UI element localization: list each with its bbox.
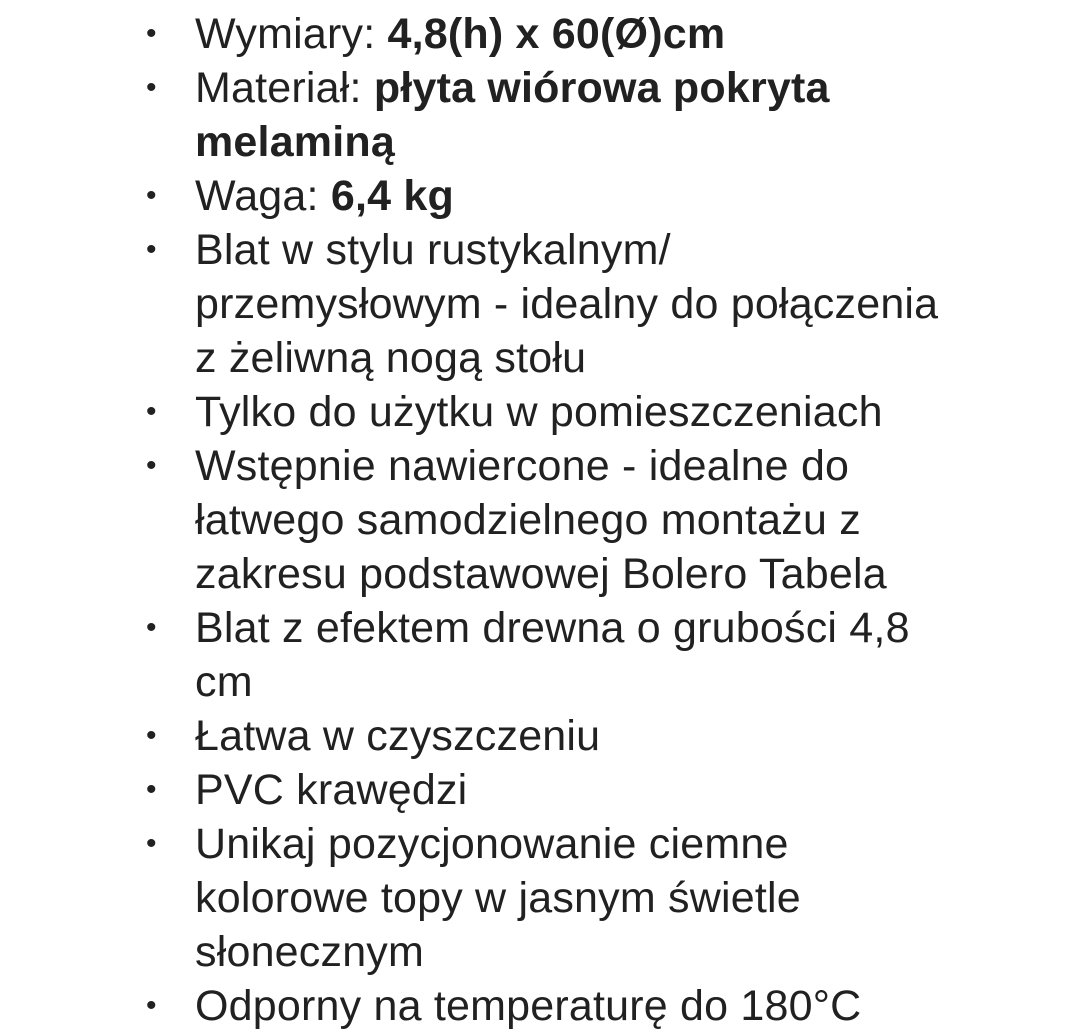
spec-label: Materiał: [195,64,374,112]
spec-item-heat-resistance [0,979,1080,1033]
spec-item-pvc-edge [0,763,1080,817]
spec-list [0,7,1080,1033]
spec-item-style [0,223,1080,385]
bullet-icon: • [146,233,157,266]
spec-label: Wymiary: [195,10,388,58]
spec-text: Wstępnie nawiercone - idealne do łatwego samodzielnego montażu z zakresu podstawowej Bolero Tabela [195,442,887,598]
spec-value: 4,8(h) x 60(Ø)cm [387,10,726,58]
spec-item-material [0,61,1080,169]
spec-text: Blat w stylu rustykalnym/ przemysłowym - idealny do połączenia z żeliwną nogą stołu [195,226,939,382]
spec-text: Blat z efektem drewna o grubości 4,8 cm [195,604,910,706]
spec-label: Waga: [195,172,331,220]
bullet-icon: • [146,827,157,860]
spec-item-indoor [0,385,1080,439]
bullet-icon: • [146,611,157,644]
spec-value: płyta wiórowa pokryta melaminą [195,64,830,166]
spec-text: Unikaj pozycjonowanie ciemne kolorowe topy w jasnym świetle słonecznym [195,820,801,976]
spec-item-easy-clean [0,709,1080,763]
bullet-icon: • [146,719,157,752]
spec-text: Tylko do użytku w pomieszczeniach [195,388,883,436]
bullet-icon: • [146,71,157,104]
spec-text: Łatwa w czyszczeniu [195,712,601,760]
bullet-icon: • [146,17,157,50]
bullet-icon: • [146,179,157,212]
spec-text: PVC krawędzi [195,766,468,814]
bullet-icon: • [146,989,157,1022]
spec-item-predrilled [0,439,1080,601]
spec-item-wood-effect [0,601,1080,709]
bullet-icon: • [146,395,157,428]
spec-item-sunlight [0,817,1080,979]
spec-item-weight [0,169,1080,223]
bullet-icon: • [146,773,157,806]
spec-text: Odporny na temperaturę do 180°C [195,982,862,1030]
bullet-icon: • [146,449,157,482]
spec-value: 6,4 kg [330,172,454,220]
spec-item-dimensions [0,7,1080,61]
